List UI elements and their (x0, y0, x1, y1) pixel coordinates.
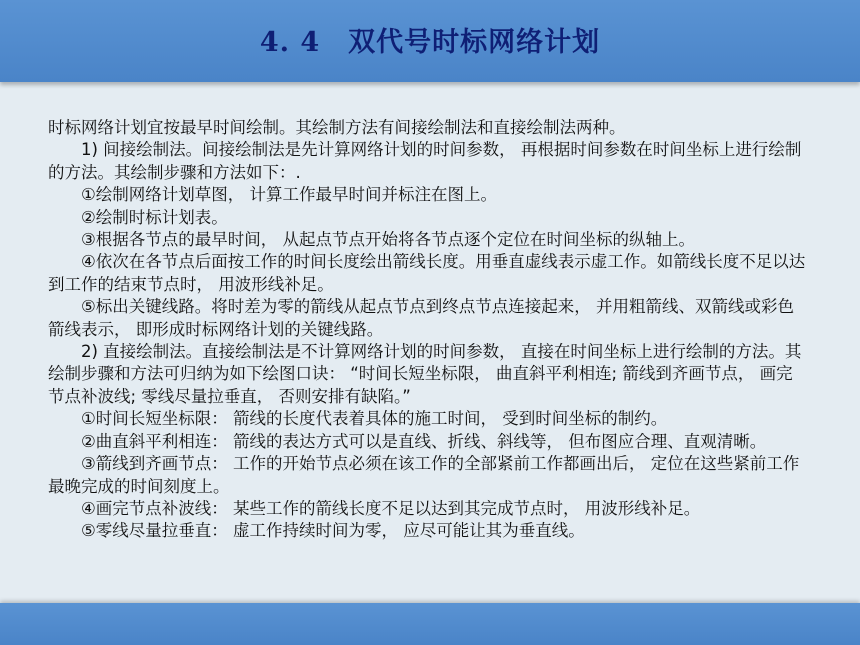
paragraph: ③箭线到齐画节点： 工作的开始节点必须在该工作的全部紧前工作都画出后， 定位在这些紧前工作最晚完成的时间刻度上。 (48, 454, 800, 496)
paragraph: 2) 直接绘制法。直接绘制法是不计算网络计划的时间参数， 直接在时间坐标上进行绘制的方法。其绘制步骤和方法可归纳为如下绘图口诀： “时间长短坐标限， 曲直斜平利相连; 箭线到齐画节点， 画完节点补波线; 零线尽量拉垂直， 否则安排有缺陷。” (48, 342, 802, 406)
paragraph: ⑤标出关键线路。将时差为零的箭线从起点节点到终点节点连接起来， 并用粗箭线、双箭线或彩色箭线表示， 即形成时标网络计划的关键线路。 (48, 297, 795, 339)
paragraph: ④依次在各节点后面按工作的时间长度绘出箭线长度。用垂直虚线表示虚工作。如箭线长度不足以达到工作的结束节点时， 用波形线补足。 (48, 252, 806, 294)
paragraph: 时标网络计划宜按最早时间绘制。其绘制方法有间接绘制法和直接绘制法两种。 (48, 118, 626, 137)
paragraph: ②绘制时标计划表。 (81, 207, 228, 227)
footer-band (0, 603, 860, 645)
paragraph: 1) 间接绘制法。间接绘制法是先计算网络计划的时间参数， 再根据时间参数在时间坐标上进行绘制的方法。其绘制步骤和方法如下：. (48, 140, 802, 182)
paragraph: ⑤零线尽量拉垂直： 虚工作持续时间为零， 应尽可能让其为垂直线。 (81, 521, 585, 541)
paragraph: ③根据各节点的最早时间， 从起点节点开始将各节点逐个定位在时间坐标的纵轴上。 (81, 230, 696, 250)
paragraph: ②曲直斜平利相连： 箭线的表达方式可以是直线、折线、斜线等， 但布图应合理、直观清晰。 (81, 431, 767, 451)
paragraph: ①时间长短坐标限： 箭线的长度代表着具体的施工时间， 受到时间坐标的制约。 (81, 409, 668, 429)
header-band (0, 0, 860, 82)
page-title: 4. 4 双代号时标网络计划 (259, 27, 601, 58)
paragraph: ④画完节点补波线： 某些工作的箭线长度不足以达到其完成节点时， 用波形线补足。 (81, 498, 701, 518)
body-text (48, 117, 808, 543)
paragraph: ①绘制网络计划草图， 计算工作最早时间并标注在图上。 (81, 185, 498, 205)
